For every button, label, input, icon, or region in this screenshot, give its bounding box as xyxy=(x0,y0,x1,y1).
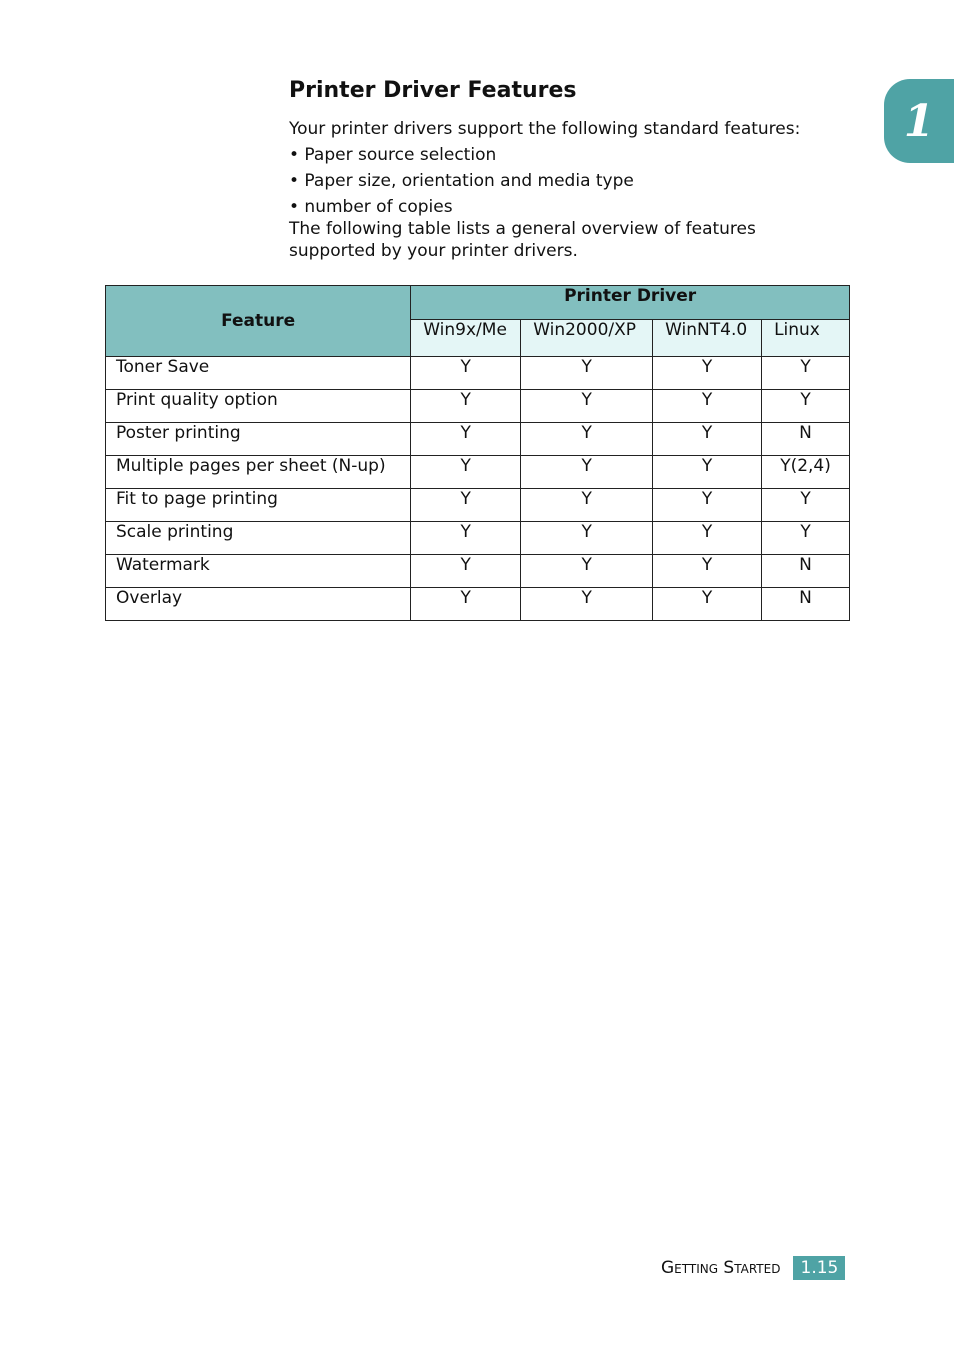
intro-text: Your printer drivers support the following standard features: xyxy=(289,119,801,139)
bullet-item: • Paper source selection xyxy=(289,145,497,165)
intro-block xyxy=(289,118,800,262)
value-cell: Y xyxy=(411,555,521,588)
column-header-win2000: Win2000/XP xyxy=(521,320,653,357)
feature-cell: Scale printing xyxy=(106,522,411,555)
feature-cell: Toner Save xyxy=(106,357,411,390)
value-cell: Y xyxy=(521,357,653,390)
value-cell: Y xyxy=(411,357,521,390)
page-title: Printer Driver Features xyxy=(289,78,577,103)
value-cell: Y xyxy=(411,588,521,621)
value-cell: Y xyxy=(653,555,762,588)
value-cell: Y(2,4) xyxy=(762,456,850,489)
footer-section-label: Getting Started xyxy=(661,1258,781,1278)
value-cell: Y xyxy=(411,390,521,423)
table-row xyxy=(106,390,850,423)
feature-cell: Multiple pages per sheet (N-up) xyxy=(106,456,411,489)
value-cell: Y xyxy=(411,423,521,456)
feature-cell: Poster printing xyxy=(106,423,411,456)
feature-cell: Print quality option xyxy=(106,390,411,423)
value-cell: Y xyxy=(521,456,653,489)
value-cell: Y xyxy=(411,456,521,489)
value-cell: Y xyxy=(653,390,762,423)
value-cell: Y xyxy=(653,489,762,522)
page-number: 1.15 xyxy=(793,1256,845,1280)
value-cell: Y xyxy=(762,489,850,522)
summary-text-line-1: The following table lists a general overview of features xyxy=(289,219,756,239)
value-cell: Y xyxy=(411,522,521,555)
value-cell: Y xyxy=(653,522,762,555)
value-cell: Y xyxy=(762,390,850,423)
table-row xyxy=(106,489,850,522)
value-cell: N xyxy=(762,423,850,456)
value-cell: Y xyxy=(521,390,653,423)
chapter-number: 1 xyxy=(903,95,935,147)
feature-cell: Overlay xyxy=(106,588,411,621)
table-row xyxy=(106,522,850,555)
printer-driver-header: Printer Driver xyxy=(411,286,850,320)
column-header-linux: Linux xyxy=(762,320,850,357)
feature-cell: Fit to page printing xyxy=(106,489,411,522)
table-row xyxy=(106,555,850,588)
value-cell: N xyxy=(762,555,850,588)
page-footer xyxy=(661,1256,845,1280)
feature-cell: Watermark xyxy=(106,555,411,588)
value-cell: Y xyxy=(762,522,850,555)
value-cell: Y xyxy=(521,588,653,621)
bullet-item: • Paper size, orientation and media type xyxy=(289,171,634,191)
value-cell: Y xyxy=(411,489,521,522)
value-cell: Y xyxy=(653,456,762,489)
value-cell: Y xyxy=(521,555,653,588)
table-row xyxy=(106,588,850,621)
value-cell: Y xyxy=(521,522,653,555)
column-header-win9x: Win9x/Me xyxy=(411,320,521,357)
value-cell: Y xyxy=(653,423,762,456)
table-row xyxy=(106,423,850,456)
table-row xyxy=(106,357,850,390)
feature-column-header: Feature xyxy=(106,286,411,357)
value-cell: N xyxy=(762,588,850,621)
chapter-tab xyxy=(884,79,954,163)
value-cell: Y xyxy=(653,588,762,621)
value-cell: Y xyxy=(521,423,653,456)
value-cell: Y xyxy=(762,357,850,390)
summary-text-line-2: supported by your printer drivers. xyxy=(289,241,578,261)
bullet-item: • number of copies xyxy=(289,197,453,217)
table-row xyxy=(106,456,850,489)
value-cell: Y xyxy=(521,489,653,522)
value-cell: Y xyxy=(653,357,762,390)
features-table xyxy=(105,285,850,621)
column-header-winnt: WinNT4.0 xyxy=(653,320,762,357)
